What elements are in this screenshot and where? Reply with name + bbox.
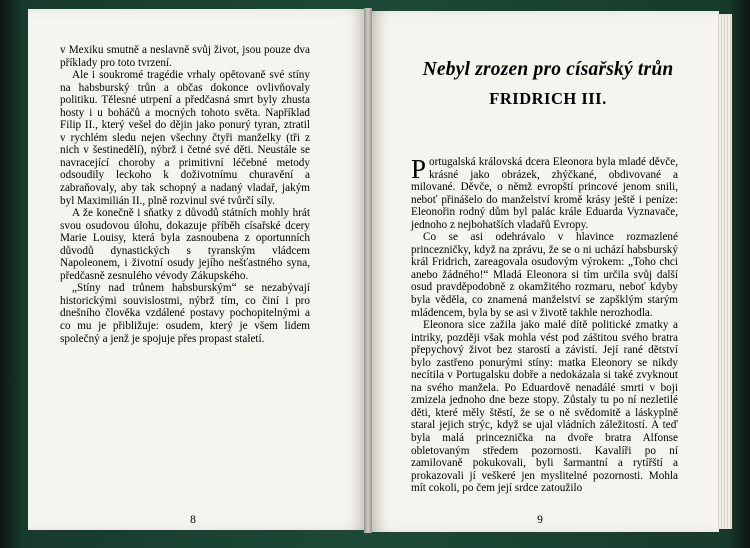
page-number-right: 9 <box>537 514 543 526</box>
paragraph: v Mexiku smutně a neslavně svůj život, jsou pouze dva příklady pro toto tvrzení. <box>60 44 310 69</box>
paragraph: „Stíny nad trůnem habsburským“ se nezabývají historickými souvislostmi, nýbrž tím, co činí i pro dnešního člověka vzdálené postavy pochopitelnými a co mu je přibližuje: osudem, který je všem lidem společný a jenž je spojuje přes propast staletí. <box>60 282 310 345</box>
paragraph: A že konečně i sňatky z důvodů státních mohly hrát svou osudovou úlohu, dokazuje příběh císařské dcery Marie Louisy, která byla zasnoubena z oportunních důvodů dynastických s tyranským vládcem Napoleonem, i životní osudy jejího nešťastného syna, předčasně zesnulého vévody Zákupského. <box>60 207 310 282</box>
left-page-text <box>60 44 310 345</box>
paragraph: Eleonora sice zažila jako malé dítě politické zmatky a intriky, později však mohla vést pod záštitou svého bratra přepychový život bez starostí a závistí. Její rané dětství bylo zastřeno ponurými stíny: matka Eleonory se nikdy necítila v Portugalsku dobře a nedokázala si také zvyknout na svého manžela. Po Eduardově nenadálé smrti v boji zmizela jednoho dne beze stopy. Zůstaly tu po ní nezletilé děti, které měly štěstí, že se o ně svědomitě a láskyplně staral jejich strýc, když se ujal vládních záležitostí. A teď byla malá princeznička na dvoře bratra Alfonse obletovaným středem pozornosti. Kavalíři po ní zamilovaně pokukovali, byli šarmantní a rytířští a prokazovali jí veškeré jen myslitelné pozornosti. Mohla mít cokoli, po čem její srdce zatoužilo <box>411 319 678 495</box>
first-paragraph-text: ortugalská královská dcera Eleonora byla mladé děvče, krásné jako obrázek, zhýčkané, obdivované a milované. Děvče, o němž evropští princové jenom snili, neboť přinášelo do manželství kromě krásy ještě i peníze: Eleonořin rodný dům byl palác krále Eduarda Vyznavače, jednoho z nejbohatších vladařů Evropy. <box>411 156 678 231</box>
drop-cap: P <box>411 154 427 184</box>
book-gutter <box>364 8 372 533</box>
chapter-title: Nebyl zrozen pro císařský trůn <box>422 59 674 80</box>
paragraph: Ale i soukromé tragédie vrhaly opětovaně své stíny na habsburský trůn a občas dokonce ovlivňovaly politiku. Tělesné utrpení a předčasná smrt byly zhusta hosty i u boháčů a mocných tohoto světa. Například Filip II., který vešel do dějin jako ponurý tyran, ztratil v rychlém sledu nejen všechny čtyři manželky (tři z nich v šestinedělí), nýbrž i četné své děti. Neustále se navracející choroby a primitivní léčebné metody odsoudily leckoho k doživotnímu churavění a zabraňovaly, aby tak schopný a nadaný vladař, jakým byl Maximilián II., plně rozvinul své tvůrčí síly. <box>60 69 310 207</box>
first-paragraph <box>411 156 678 231</box>
paragraph: Co se asi odehrávalo v hlavince rozmazlené princezničky, když na zprávu, že se o ni uchází habsburský král Fridrich, zareagovala osudovým výrokem: „Toho chci anebo žádného!“ Mladá Eleonora si tím určila svůj další osud pravděpodobně z okamžitého rozmaru, neboť kdyby byla věděla, co znamená manželství se zapšklým starým mládencem, byla by se asi v životě takhle nerozhodla. <box>411 231 678 319</box>
right-page-text <box>411 156 678 495</box>
chapter-subtitle: FRIDRICH III. <box>489 89 607 108</box>
page-edges <box>718 14 732 529</box>
page-number-left: 8 <box>190 514 196 526</box>
